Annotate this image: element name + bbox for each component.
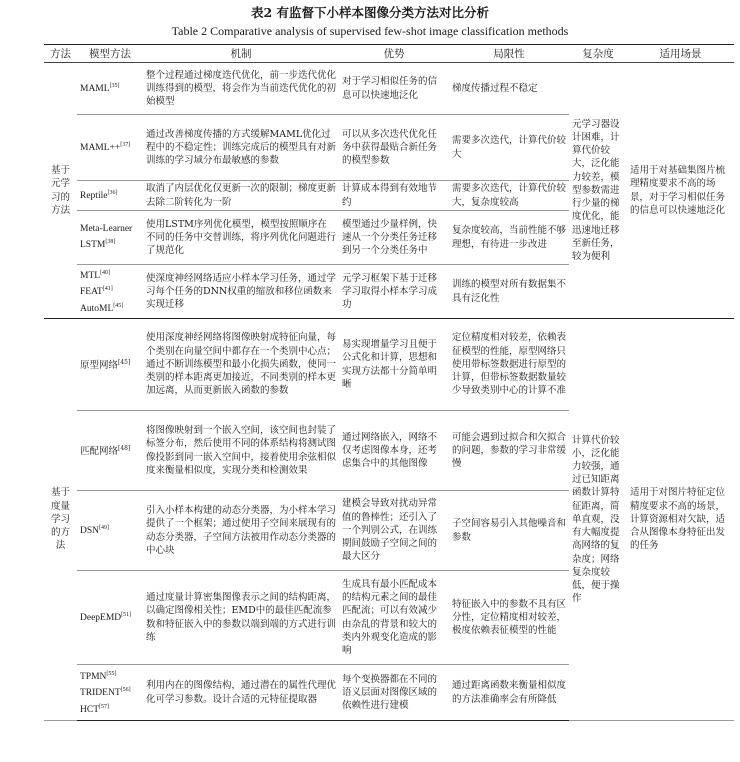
limitation-cell: 需要多次迭代，计算代价较大，复杂度较高 bbox=[449, 181, 569, 211]
table-title-cn: 表2 有监督下小样本图像分类方法对比分析 bbox=[250, 5, 490, 20]
advantage-cell: 建模会导致对扰动异常值的鲁棒性；还引入了一个判别公式，在训练期间鼓励子空间之间的最大区分 bbox=[339, 491, 449, 571]
table-caption bbox=[0, 4, 740, 40]
header-method: 方法 bbox=[44, 45, 77, 63]
limitation-cell: 子空间容易引入其他噪音和参数 bbox=[449, 491, 569, 571]
mechanism-cell: 通过度量计算密集图像表示之间的结构距离，以确定图像相关性；EMD中的最佳匹配流参数和特征嵌入中的参数以端到端的方式进行训练 bbox=[143, 571, 339, 665]
comparison-table bbox=[44, 44, 734, 721]
limitation-cell: 可能会遇到过拟合和欠拟合的问题，参数的学习非常缓慢 bbox=[449, 411, 569, 491]
mechanism-cell: 整个过程通过梯度迭代优化，前一步迭代优化训练得到的模型，将会作为当前迭代优化的初始模型 bbox=[143, 63, 339, 115]
complexity-cell-metric: 计算代价较小，泛化能力较强，通过已知距离函数计算特征距离，简单直观，没有大幅度提高网络的复杂度；网络复杂度较低，便于操作 bbox=[569, 319, 627, 721]
advantage-cell: 通过网络嵌入，网络不仅考虑图像本身，还考虑集合中的其他图像 bbox=[339, 411, 449, 491]
scenario-cell-metric: 适用于对图片特征定位精度要求不高的场景，计算资源相对欠缺，适合从图像本身特征出发的任务 bbox=[627, 319, 734, 721]
mechanism-cell: 取消了内层优化仅更新一次的限制；梯度更新去除二阶转化为一阶 bbox=[143, 181, 339, 211]
header-advantage: 优势 bbox=[339, 45, 449, 63]
limitation-cell: 梯度传播过程不稳定 bbox=[449, 63, 569, 115]
limitation-cell: 训练的模型对所有数据集不具有泛化性 bbox=[449, 265, 569, 319]
advantage-cell: 模型通过少量样例，快速从一个分类任务迁移到另一个分类任务中 bbox=[339, 211, 449, 265]
model-cell: Reptile[36] bbox=[77, 181, 143, 211]
header-mechanism: 机制 bbox=[143, 45, 339, 63]
header-limitation: 局限性 bbox=[449, 45, 569, 63]
advantage-cell: 可以从多次迭代优化任务中获得最贴合新任务的模型参数 bbox=[339, 115, 449, 181]
model-line: FEAT[41] bbox=[80, 286, 113, 298]
limitation-cell: 需要多次迭代，计算代价较大 bbox=[449, 115, 569, 181]
method-cell-meta: 基于 元学 习的 方法 bbox=[44, 63, 77, 319]
complexity-cell-meta: 元学习器设计困难，计算代价较大，泛化能力较差，模型参数需进行少量的梯度优化，能迅速地迁移至新任务，较为便利 bbox=[569, 63, 627, 319]
model-cell: MAML++[37] bbox=[77, 115, 143, 181]
model-cell: DeepEMD[51] bbox=[77, 571, 143, 665]
model-line: TRIDENT[56] bbox=[80, 687, 131, 699]
model-line: AutoML[45] bbox=[80, 302, 124, 314]
header-complexity: 复杂度 bbox=[569, 45, 627, 63]
table-title-en: Table 2 Comparative analysis of supervised few-shot image classification methods bbox=[171, 24, 569, 38]
model-cell: MAML[35] bbox=[77, 63, 143, 115]
scenario-cell-meta: 适用于对基础集图片梳理精度要求不高的场景，对于学习相似任务的信息可以快速地泛化 bbox=[627, 63, 734, 319]
model-line: HCT[57] bbox=[80, 703, 109, 715]
model-cell: 匹配网络[48] bbox=[77, 411, 143, 491]
method-cell-metric: 基于 度量 学习 的方 法 bbox=[44, 319, 77, 721]
table-row bbox=[44, 63, 734, 115]
model-line: MTL[40] bbox=[80, 269, 111, 282]
mechanism-cell: 使深度神经网络适应小样本学习任务，通过学习每个任务的DNN权重的缩放和移位函数来实现迁移 bbox=[143, 265, 339, 319]
table-row bbox=[44, 319, 734, 411]
mechanism-cell: 通过改善梯度传播的方式缓解MAML优化过程中的不稳定性；训练完成后的模型具有对新训练的学习域分布最敏感的参数 bbox=[143, 115, 339, 181]
header-row bbox=[44, 45, 734, 63]
mechanism-cell: 使用LSTM序列优化模型，模型按照顺序在不同的任务中交替训练，将序列优化问题进行了规范化 bbox=[143, 211, 339, 265]
model-cell: 原型网络[45] bbox=[77, 319, 143, 411]
model-cell bbox=[77, 665, 143, 721]
advantage-cell: 计算成本得到有效地节约 bbox=[339, 181, 449, 211]
mechanism-cell: 使用深度神经网络将图像映射成特征向量，每个类别在向量空间中都存在一个类别中心点；通过不断训练模型和最小化损失函数，使同一类别的样本距离更加接近，不同类别的样本更加远离，从而更新嵌入函数的参数 bbox=[143, 319, 339, 411]
header-model: 模型方法 bbox=[77, 45, 143, 63]
limitation-cell: 特征嵌入中的参数不具有区分性，定位精度相对较差，极度依赖表征模型的性能 bbox=[449, 571, 569, 665]
mechanism-cell: 引入小样本构建的动态分类器，为小样本学习提供了一个框架；通过使用子空间来展现有的动态分类器，子空间方法被用作动态分类器的中心块 bbox=[143, 491, 339, 571]
model-cell: DSN[49] bbox=[77, 491, 143, 571]
advantage-cell: 元学习框架下基于迁移学习取得小样本学习成功 bbox=[339, 265, 449, 319]
header-scenario: 适用场景 bbox=[627, 45, 734, 63]
advantage-cell: 每个变换器都在不同的语义层面对图像区域的依赖性进行建模 bbox=[339, 665, 449, 721]
advantage-cell: 生成具有最小匹配成本的结构元素之间的最佳匹配流；可以有效减少由杂乱的背景和较大的类内外观变化造成的影响 bbox=[339, 571, 449, 665]
model-cell: Meta-Learner LSTM[38] bbox=[77, 211, 143, 265]
limitation-cell: 定位精度相对较差，依赖表征模型的性能，原型网络只使用带标签数据进行原型的计算，但带标签数据数量较少导致类别中心的计算不准 bbox=[449, 319, 569, 411]
mechanism-cell: 利用内在的图像结构，通过潜在的属性代理优化可学习参数。设计合适的元特征提取器 bbox=[143, 665, 339, 721]
model-cell bbox=[77, 265, 143, 319]
model-line: TPMN[55] bbox=[80, 670, 117, 683]
limitation-cell: 复杂度较高，当前性能不够理想，有待进一步改进 bbox=[449, 211, 569, 265]
mechanism-cell: 将图像映射到一个嵌入空间，该空间也封装了标签分布，然后使用不同的体系结构将测试图像投影到同一嵌入空间中，接着使用余弦相似度来衡量相似度，实现分类和检测效果 bbox=[143, 411, 339, 491]
limitation-cell: 通过距离函数来衡量相似度的方法准确率会有所降低 bbox=[449, 665, 569, 721]
advantage-cell: 易实现增量学习且便于公式化和计算，思想和实现方法都十分简单明晰 bbox=[339, 319, 449, 411]
advantage-cell: 对于学习相似任务的信息可以快速地泛化 bbox=[339, 63, 449, 115]
